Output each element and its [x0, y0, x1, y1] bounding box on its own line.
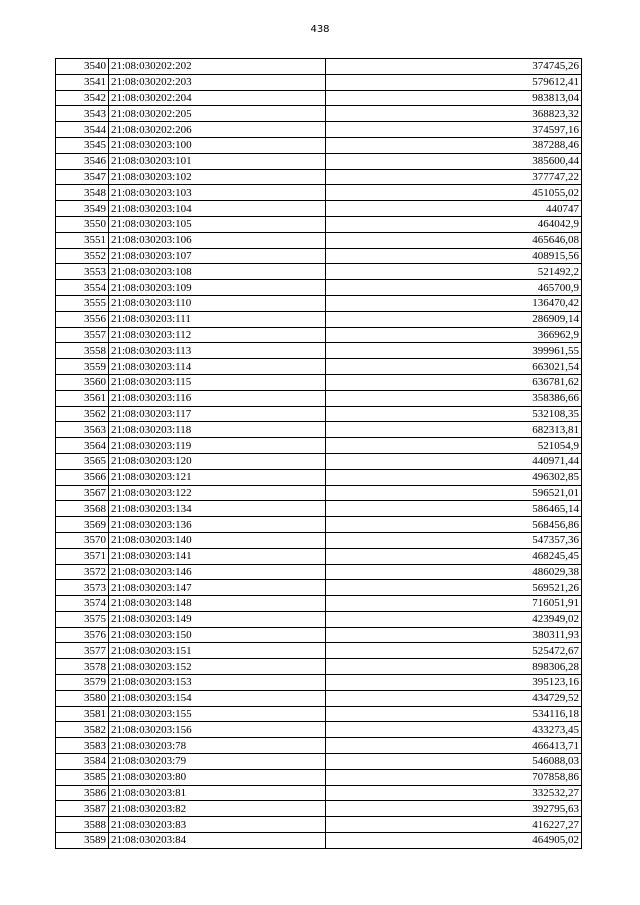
row-number: 3583 [56, 738, 109, 754]
row-number: 3584 [56, 754, 109, 770]
table-row [56, 453, 582, 469]
row-value: 377747,22 [326, 169, 582, 185]
cadastral-number: 21:08:030203:156 [109, 722, 326, 738]
table-body [56, 59, 582, 849]
row-number: 3587 [56, 801, 109, 817]
cadastral-number: 21:08:030203:147 [109, 580, 326, 596]
row-number: 3578 [56, 659, 109, 675]
row-value: 451055,02 [326, 185, 582, 201]
cadastral-number: 21:08:030203:101 [109, 153, 326, 169]
row-value: 440747 [326, 201, 582, 217]
row-value: 464905,02 [326, 833, 582, 849]
row-number: 3562 [56, 406, 109, 422]
row-value: 546088,03 [326, 754, 582, 770]
row-number: 3564 [56, 438, 109, 454]
cadastral-number: 21:08:030203:102 [109, 169, 326, 185]
cadastral-number: 21:08:030203:79 [109, 754, 326, 770]
cadastral-number: 21:08:030203:149 [109, 611, 326, 627]
cadastral-number: 21:08:030203:111 [109, 311, 326, 327]
cadastral-number: 21:08:030203:107 [109, 248, 326, 264]
cadastral-number: 21:08:030203:104 [109, 201, 326, 217]
row-number: 3550 [56, 216, 109, 232]
row-number: 3572 [56, 564, 109, 580]
row-number: 3577 [56, 643, 109, 659]
row-number: 3568 [56, 501, 109, 517]
row-value: 434729,52 [326, 690, 582, 706]
cadastral-number: 21:08:030203:106 [109, 232, 326, 248]
cadastral-number: 21:08:030203:112 [109, 327, 326, 343]
table-row [56, 248, 582, 264]
row-number: 3547 [56, 169, 109, 185]
cadastral-number: 21:08:030203:140 [109, 532, 326, 548]
table-row [56, 564, 582, 580]
row-value: 707858,86 [326, 769, 582, 785]
row-value: 496302,85 [326, 469, 582, 485]
cadastral-number: 21:08:030203:148 [109, 596, 326, 612]
row-value: 366962,9 [326, 327, 582, 343]
table-row [56, 754, 582, 770]
row-number: 3554 [56, 280, 109, 296]
cadastral-number: 21:08:030203:146 [109, 564, 326, 580]
cadastral-number: 21:08:030203:83 [109, 817, 326, 833]
row-number: 3585 [56, 769, 109, 785]
row-value: 408915,56 [326, 248, 582, 264]
row-value: 547357,36 [326, 532, 582, 548]
row-value: 898306,28 [326, 659, 582, 675]
row-value: 486029,38 [326, 564, 582, 580]
table-row [56, 90, 582, 106]
table-row [56, 106, 582, 122]
row-value: 399961,55 [326, 343, 582, 359]
row-number: 3589 [56, 833, 109, 849]
table-row [56, 422, 582, 438]
row-number: 3561 [56, 390, 109, 406]
table-row [56, 264, 582, 280]
cadastral-number: 21:08:030203:119 [109, 438, 326, 454]
table-row [56, 738, 582, 754]
table-row [56, 359, 582, 375]
row-number: 3559 [56, 359, 109, 375]
table-row [56, 596, 582, 612]
row-number: 3543 [56, 106, 109, 122]
cadastral-number: 21:08:030202:202 [109, 59, 326, 75]
table-row [56, 327, 582, 343]
row-value: 380311,93 [326, 627, 582, 643]
row-value: 525472,67 [326, 643, 582, 659]
cadastral-number: 21:08:030203:153 [109, 675, 326, 691]
cadastral-number: 21:08:030203:103 [109, 185, 326, 201]
row-value: 521054,9 [326, 438, 582, 454]
table-row [56, 232, 582, 248]
cadastral-number: 21:08:030203:108 [109, 264, 326, 280]
cadastral-number: 21:08:030202:203 [109, 74, 326, 90]
table-row [56, 74, 582, 90]
table-row [56, 690, 582, 706]
row-number: 3544 [56, 122, 109, 138]
row-number: 3574 [56, 596, 109, 612]
row-value: 440971,44 [326, 453, 582, 469]
cadastral-number: 21:08:030203:100 [109, 137, 326, 153]
row-value: 465700,9 [326, 280, 582, 296]
table-row [56, 706, 582, 722]
table-row [56, 438, 582, 454]
table-row [56, 59, 582, 75]
cadastral-number: 21:08:030203:136 [109, 517, 326, 533]
table-row [56, 517, 582, 533]
cadastral-number: 21:08:030203:141 [109, 548, 326, 564]
row-value: 395123,16 [326, 675, 582, 691]
table-row [56, 722, 582, 738]
row-value: 387288,46 [326, 137, 582, 153]
table-row [56, 201, 582, 217]
row-number: 3581 [56, 706, 109, 722]
table-row [56, 833, 582, 849]
cadastral-number: 21:08:030203:109 [109, 280, 326, 296]
table-row [56, 817, 582, 833]
cadastral-number: 21:08:030203:152 [109, 659, 326, 675]
cadastral-number: 21:08:030203:114 [109, 359, 326, 375]
cadastral-number: 21:08:030203:110 [109, 295, 326, 311]
row-number: 3549 [56, 201, 109, 217]
data-table [55, 58, 582, 849]
row-value: 423949,02 [326, 611, 582, 627]
row-number: 3570 [56, 532, 109, 548]
row-number: 3588 [56, 817, 109, 833]
table-row [56, 216, 582, 232]
table-row [56, 532, 582, 548]
row-number: 3545 [56, 137, 109, 153]
page-number: 438 [310, 24, 330, 35]
cadastral-number: 21:08:030203:134 [109, 501, 326, 517]
row-number: 3557 [56, 327, 109, 343]
row-number: 3560 [56, 374, 109, 390]
row-number: 3565 [56, 453, 109, 469]
table-row [56, 169, 582, 185]
table-row [56, 675, 582, 691]
row-value: 416227,27 [326, 817, 582, 833]
table-row [56, 643, 582, 659]
row-value: 586465,14 [326, 501, 582, 517]
row-value: 532108,35 [326, 406, 582, 422]
row-value: 392795,63 [326, 801, 582, 817]
row-value: 534116,18 [326, 706, 582, 722]
table-row [56, 627, 582, 643]
row-number: 3580 [56, 690, 109, 706]
row-value: 579612,41 [326, 74, 582, 90]
cadastral-number: 21:08:030203:116 [109, 390, 326, 406]
row-number: 3551 [56, 232, 109, 248]
row-number: 3555 [56, 295, 109, 311]
row-value: 358386,66 [326, 390, 582, 406]
cadastral-number: 21:08:030203:121 [109, 469, 326, 485]
cadastral-number: 21:08:030203:81 [109, 785, 326, 801]
row-value: 136470,42 [326, 295, 582, 311]
row-number: 3569 [56, 517, 109, 533]
cadastral-number: 21:08:030203:80 [109, 769, 326, 785]
row-number: 3576 [56, 627, 109, 643]
table-row [56, 390, 582, 406]
cadastral-number: 21:08:030203:118 [109, 422, 326, 438]
cadastral-number: 21:08:030202:205 [109, 106, 326, 122]
row-number: 3553 [56, 264, 109, 280]
table-row [56, 548, 582, 564]
table-row [56, 122, 582, 138]
row-number: 3556 [56, 311, 109, 327]
row-number: 3579 [56, 675, 109, 691]
table-row [56, 769, 582, 785]
row-value: 464042,9 [326, 216, 582, 232]
row-value: 569521,26 [326, 580, 582, 596]
cadastral-number: 21:08:030203:117 [109, 406, 326, 422]
row-number: 3573 [56, 580, 109, 596]
cadastral-number: 21:08:030203:155 [109, 706, 326, 722]
row-value: 433273,45 [326, 722, 582, 738]
row-number: 3575 [56, 611, 109, 627]
table-row [56, 311, 582, 327]
table-row [56, 485, 582, 501]
table-row [56, 580, 582, 596]
row-number: 3566 [56, 469, 109, 485]
row-value: 332532,27 [326, 785, 582, 801]
row-value: 596521,01 [326, 485, 582, 501]
row-number: 3546 [56, 153, 109, 169]
table-row [56, 406, 582, 422]
cadastral-number: 21:08:030203:120 [109, 453, 326, 469]
cadastral-number: 21:08:030202:206 [109, 122, 326, 138]
row-value: 682313,81 [326, 422, 582, 438]
table-row [56, 659, 582, 675]
row-value: 568456,86 [326, 517, 582, 533]
cadastral-number: 21:08:030203:151 [109, 643, 326, 659]
cadastral-number: 21:08:030203:84 [109, 833, 326, 849]
table-row [56, 785, 582, 801]
row-number: 3558 [56, 343, 109, 359]
row-number: 3571 [56, 548, 109, 564]
table-row [56, 469, 582, 485]
row-value: 636781,62 [326, 374, 582, 390]
table-row [56, 374, 582, 390]
row-value: 286909,14 [326, 311, 582, 327]
row-value: 368823,32 [326, 106, 582, 122]
row-value: 521492,2 [326, 264, 582, 280]
row-value: 983813,04 [326, 90, 582, 106]
cadastral-number: 21:08:030203:82 [109, 801, 326, 817]
cadastral-number: 21:08:030203:78 [109, 738, 326, 754]
table-row [56, 137, 582, 153]
row-number: 3552 [56, 248, 109, 264]
table-row [56, 611, 582, 627]
row-value: 374597,16 [326, 122, 582, 138]
row-number: 3540 [56, 59, 109, 75]
cadastral-number: 21:08:030203:113 [109, 343, 326, 359]
row-value: 716051,91 [326, 596, 582, 612]
row-number: 3567 [56, 485, 109, 501]
row-number: 3586 [56, 785, 109, 801]
table-row [56, 295, 582, 311]
table-row [56, 343, 582, 359]
cadastral-number: 21:08:030203:105 [109, 216, 326, 232]
cadastral-number: 21:08:030203:122 [109, 485, 326, 501]
row-number: 3563 [56, 422, 109, 438]
row-value: 663021,54 [326, 359, 582, 375]
table-row [56, 501, 582, 517]
row-number: 3582 [56, 722, 109, 738]
table-row [56, 801, 582, 817]
cadastral-number: 21:08:030202:204 [109, 90, 326, 106]
row-value: 466413,71 [326, 738, 582, 754]
table-row [56, 153, 582, 169]
cadastral-number: 21:08:030203:154 [109, 690, 326, 706]
row-number: 3548 [56, 185, 109, 201]
cadastral-number: 21:08:030203:115 [109, 374, 326, 390]
row-value: 385600,44 [326, 153, 582, 169]
table-row [56, 185, 582, 201]
row-value: 465646,08 [326, 232, 582, 248]
cadastral-number: 21:08:030203:150 [109, 627, 326, 643]
table-row [56, 280, 582, 296]
row-value: 374745,26 [326, 59, 582, 75]
row-number: 3541 [56, 74, 109, 90]
row-number: 3542 [56, 90, 109, 106]
row-value: 468245,45 [326, 548, 582, 564]
